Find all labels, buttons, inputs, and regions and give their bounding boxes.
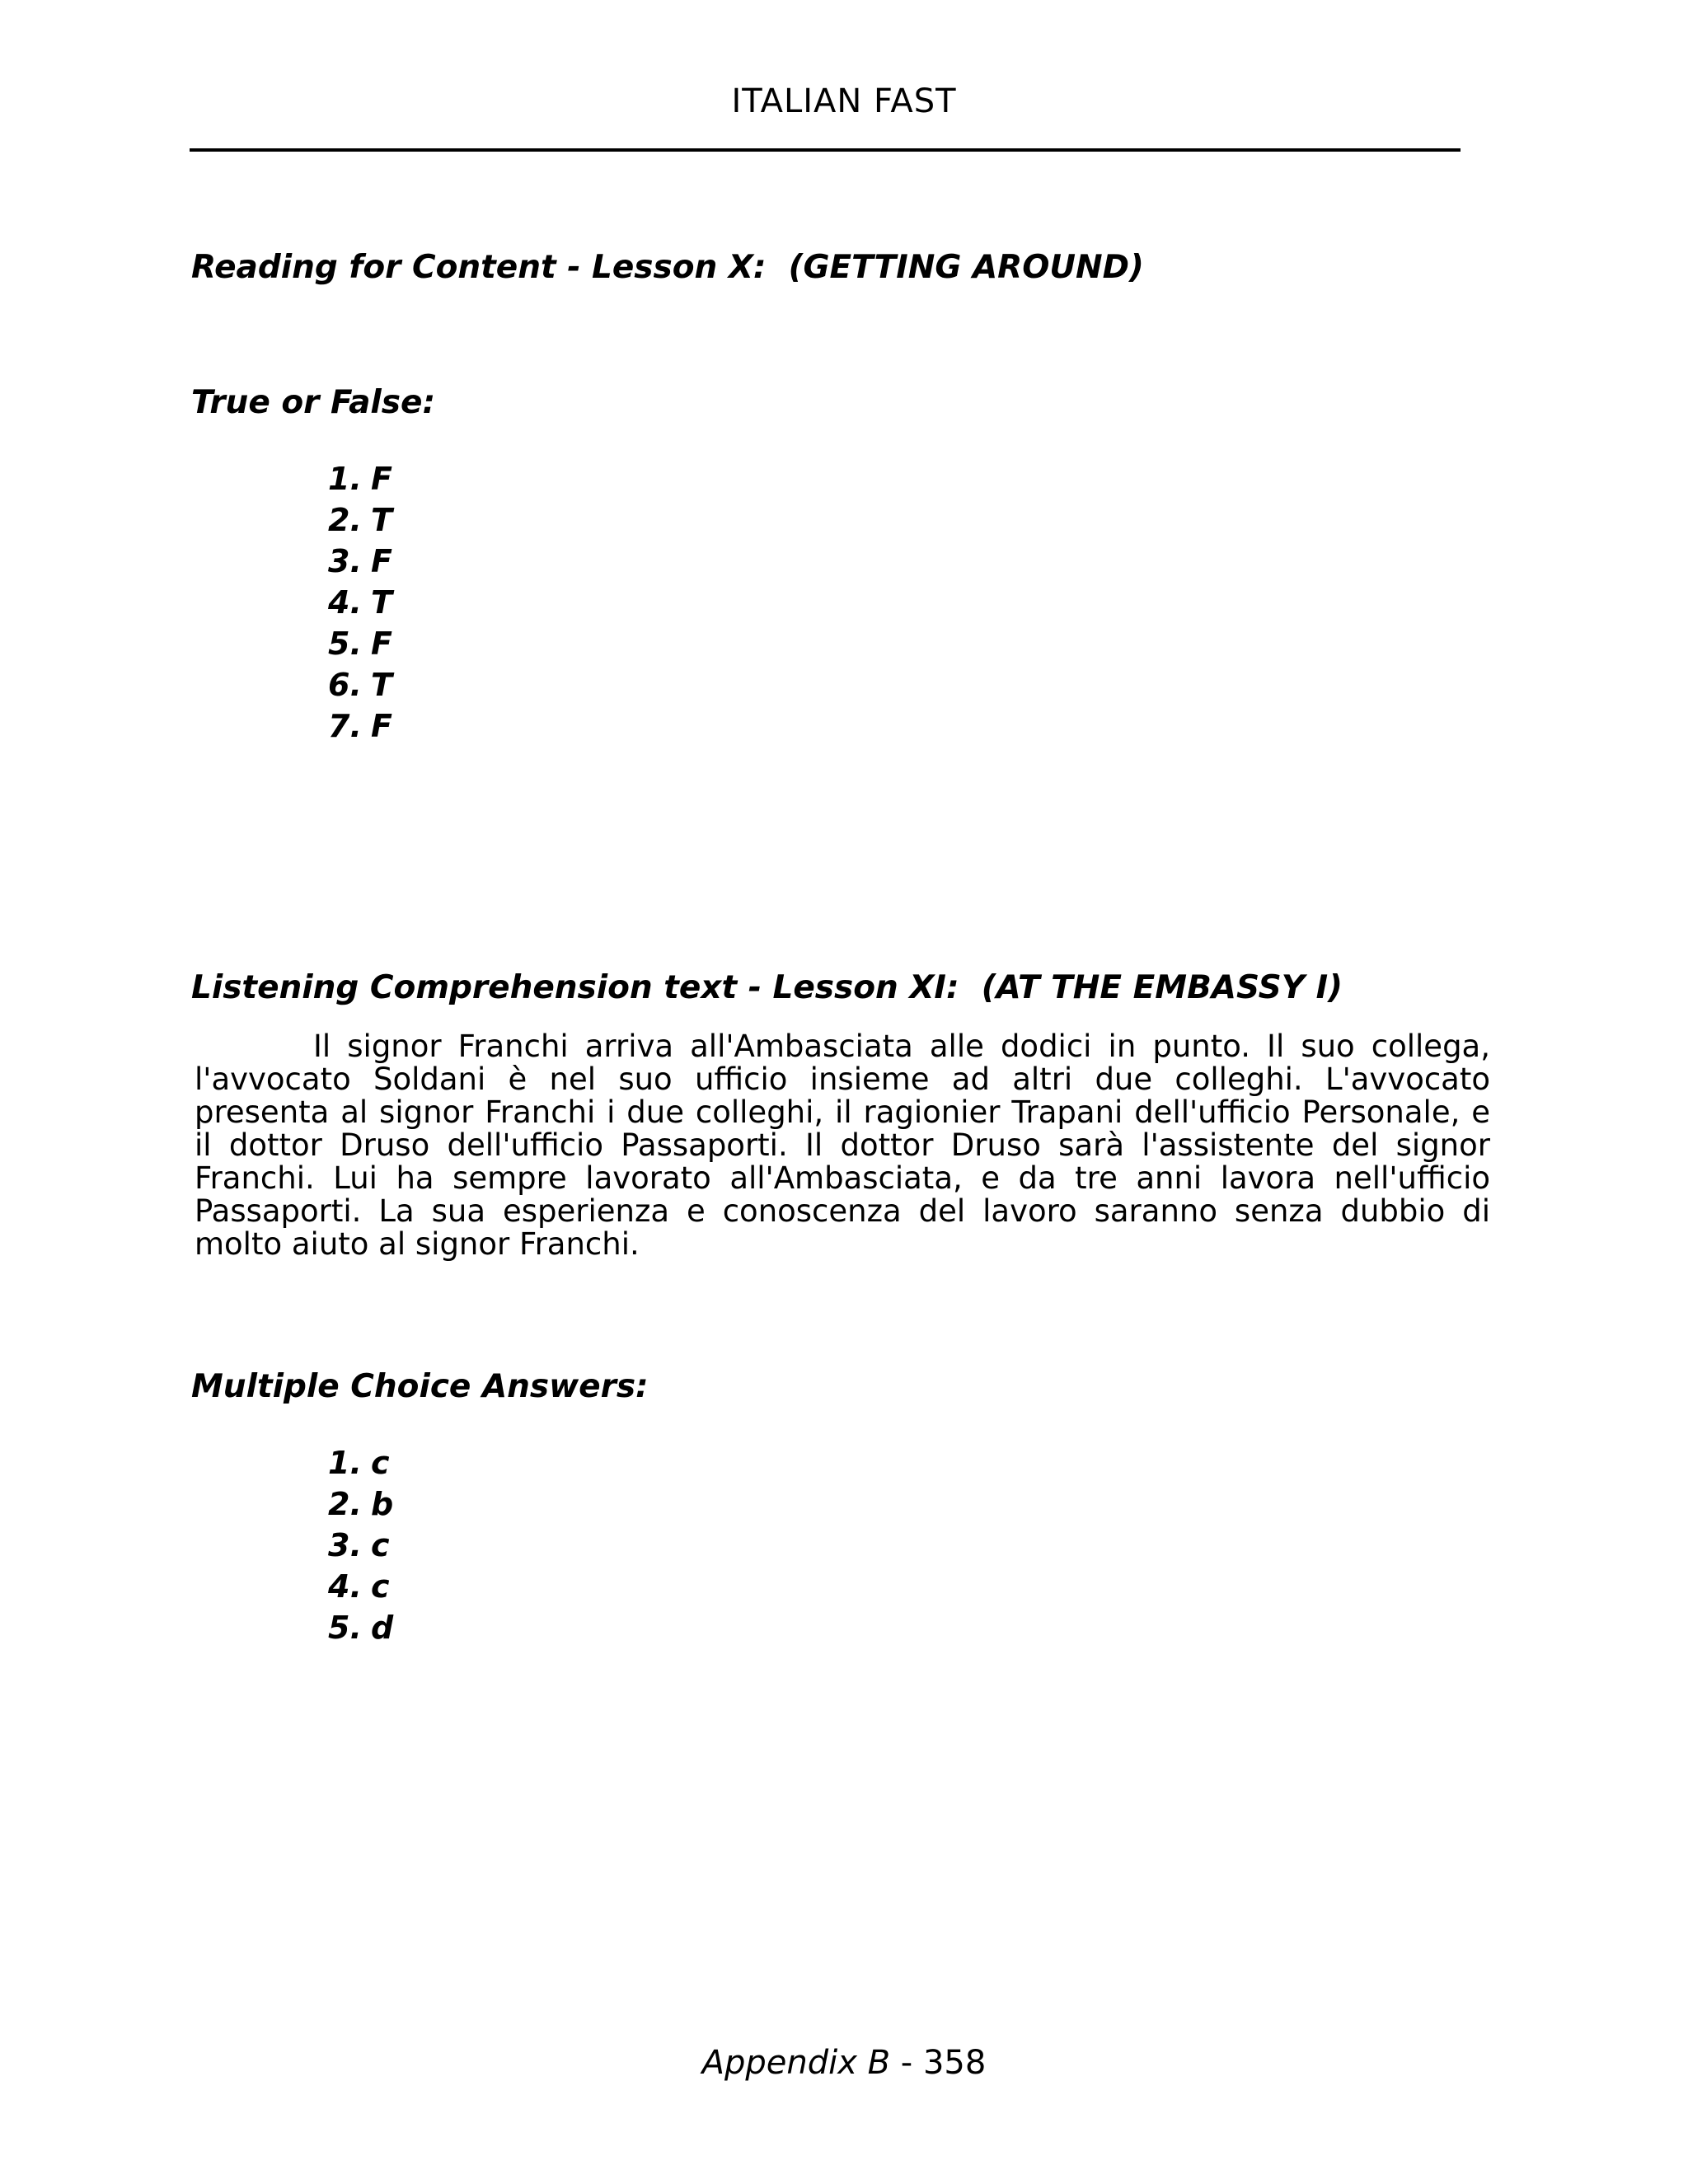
item-number: 5. xyxy=(328,1610,362,1646)
item-answer: F xyxy=(371,626,392,662)
list-item xyxy=(328,1525,393,1566)
list-item xyxy=(328,458,392,499)
item-number: 6. xyxy=(328,667,362,703)
item-answer: F xyxy=(371,461,392,497)
list-item xyxy=(328,499,392,541)
item-number: 5. xyxy=(328,626,362,662)
list-item xyxy=(328,623,392,664)
item-number: 1. xyxy=(328,461,362,497)
item-number: 2. xyxy=(328,1486,362,1522)
item-number: 4. xyxy=(328,584,362,621)
listening-passage: Il signor Franchi arriva all'Ambasciata alle dodici in punto. Il suo collega, l'avvocato Soldani è nel suo ufficio insieme ad altri due colleghi. L'avvocato presenta al signor Franchi i due colleghi, il ragionier Trapani dell'ufficio Personale, e il dottor Druso dell'ufficio Passaporti. Il dottor Druso sarà l'assistente del signor Franchi. Lui ha sempre lavorato all'Ambasciata, e da tre anni lavora nell'ufficio Passaporti. La sua esperienza e conoscenza del lavoro saranno senza dubbio di molto aiuto al signor Franchi. xyxy=(195,1029,1490,1262)
list-item xyxy=(328,1442,393,1483)
item-answer: T xyxy=(371,502,392,538)
item-answer: T xyxy=(371,667,392,703)
page-number: 358 xyxy=(922,2044,987,2082)
list-item xyxy=(328,705,392,747)
list-item xyxy=(328,582,392,623)
footer-label: Appendix B xyxy=(701,2044,891,2082)
true-false-heading: True or False: xyxy=(191,384,436,421)
item-answer: F xyxy=(371,708,392,744)
item-answer: F xyxy=(371,543,392,579)
item-answer: T xyxy=(371,584,392,621)
item-number: 3. xyxy=(328,1527,362,1563)
list-item xyxy=(328,1566,393,1607)
multiple-choice-answer-list xyxy=(328,1442,393,1648)
item-number: 3. xyxy=(328,543,362,579)
reading-section-heading: Reading for Content - Lesson X: (GETTING AROUND) xyxy=(191,249,1144,286)
item-answer: d xyxy=(371,1610,394,1646)
item-number: 4. xyxy=(328,1568,362,1605)
item-number: 7. xyxy=(328,708,362,744)
header-rule xyxy=(190,148,1461,152)
page-footer xyxy=(0,2044,1688,2082)
footer-separator: - xyxy=(890,2044,923,2082)
list-item xyxy=(328,1607,393,1648)
listening-section-heading: Listening Comprehension text - Lesson XI: (AT THE EMBASSY I) xyxy=(191,969,1343,1006)
list-item xyxy=(328,664,392,705)
item-answer: c xyxy=(371,1445,390,1481)
item-answer: b xyxy=(371,1486,394,1522)
item-answer: c xyxy=(371,1527,390,1563)
multiple-choice-heading: Multiple Choice Answers: xyxy=(191,1368,649,1405)
running-header: ITALIAN FAST xyxy=(731,82,957,120)
item-answer: c xyxy=(371,1568,390,1605)
list-item xyxy=(328,1483,393,1525)
item-number: 1. xyxy=(328,1445,362,1481)
list-item xyxy=(328,541,392,582)
true-false-answer-list xyxy=(328,458,392,747)
item-number: 2. xyxy=(328,502,362,538)
